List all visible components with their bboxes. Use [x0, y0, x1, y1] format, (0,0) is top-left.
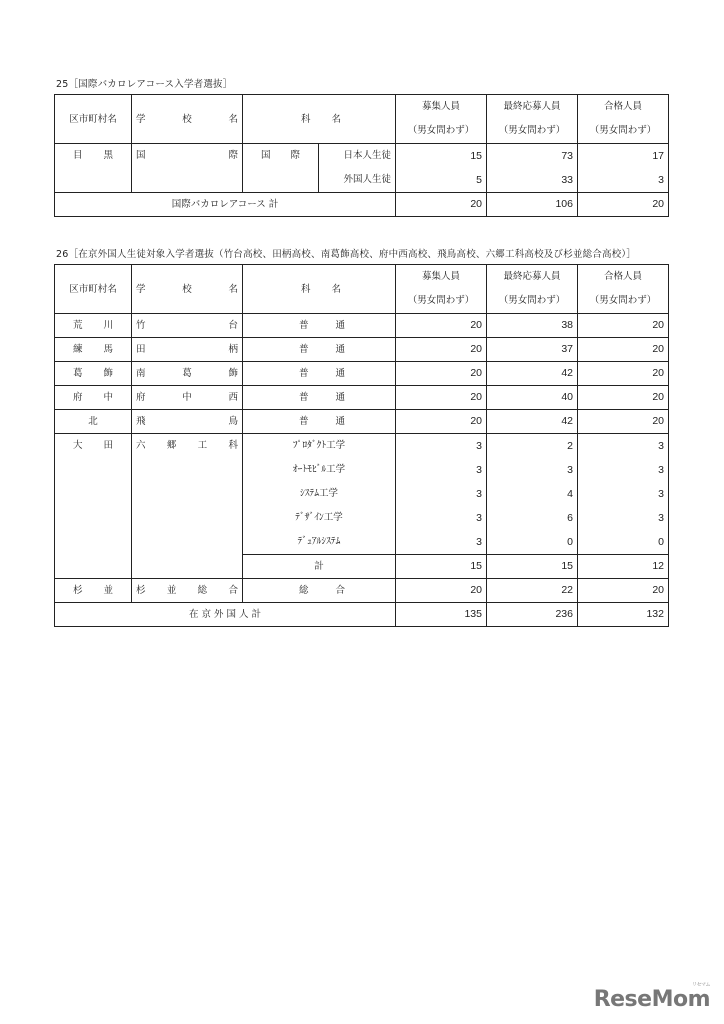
school-cell: 田 柄 [132, 338, 243, 362]
section-26-caption: 26［在京外国人生徒対象入学者選抜（竹台高校、田柄高校、南葛飾高校、府中西高校、飛鳥高校、六郷工科高校及び杉並総合高校）］ [56, 249, 637, 260]
resemom-logo: ReseMom リセマム [593, 982, 710, 1012]
school-cell: 飛 鳥 [132, 410, 243, 434]
course-cell: 普 通 [243, 386, 396, 410]
header-row [55, 95, 669, 144]
header-course: 科 名 [243, 95, 396, 144]
district-cell: 練 馬 [55, 338, 132, 362]
total-capacity: 135 [396, 603, 487, 627]
passed-cell: 20 [578, 410, 669, 434]
header-passed: 合格人員 （男女問わず） [578, 265, 669, 314]
capacity-cell: 20 [396, 579, 487, 603]
total-applicants: 236 [487, 603, 578, 627]
applicants-cell: 2 3 4 6 0 [487, 434, 578, 555]
subtotal-label: 計 [243, 555, 396, 579]
capacity-cell: 3 3 3 3 3 [396, 434, 487, 555]
course-cell: 普 通 [243, 338, 396, 362]
course-list-cell [243, 434, 396, 555]
course-cell: 普 通 [243, 362, 396, 386]
header-applicants: 最終応募人員 （男女問わず） [487, 265, 578, 314]
table-row [55, 338, 669, 362]
district-cell: 北 [55, 410, 132, 434]
passed-cell: 3 3 3 3 0 [578, 434, 669, 555]
capacity-cell: 20 [396, 386, 487, 410]
subtotal-passed: 12 [578, 555, 669, 579]
table-row-ota [55, 434, 669, 555]
total-label: 在 京 外 国 人 計 [55, 603, 396, 627]
course-item: ﾃﾞｻﾞｲﾝ工学 [295, 512, 343, 523]
subtotal-applicants: 15 [487, 555, 578, 579]
total-row [55, 193, 669, 217]
foreign-students-table [54, 264, 669, 627]
table-row [55, 314, 669, 338]
applicants-cell: 37 [487, 338, 578, 362]
total-applicants: 106 [487, 193, 578, 217]
passed-cell: 17 3 [578, 144, 669, 193]
capacity-cell: 20 [396, 314, 487, 338]
capacity-cell: 20 [396, 410, 487, 434]
table-row [55, 386, 669, 410]
header-applicants: 最終応募人員 （男女問わず） [487, 95, 578, 144]
passed-cell: 20 [578, 579, 669, 603]
header-capacity: 募集人員 （男女問わず） [396, 265, 487, 314]
applicants-cell: 38 [487, 314, 578, 338]
school-cell: 杉 並 総 合 [132, 579, 243, 603]
sub-course-cell: 日本人生徒 外国人生徒 [319, 144, 396, 193]
header-row [55, 265, 669, 314]
school-cell: 国 際 [132, 144, 243, 193]
applicants-cell: 42 [487, 410, 578, 434]
header-passed: 合格人員 （男女問わず） [578, 95, 669, 144]
course-item: ｼｽﾃﾑ工学 [299, 488, 338, 499]
school-cell: 府 中 西 [132, 386, 243, 410]
section-25-caption: 25［国際バカロレアコース入学者選抜］ [56, 79, 233, 90]
applicants-cell: 73 33 [487, 144, 578, 193]
table-row [55, 144, 669, 193]
total-capacity: 20 [396, 193, 487, 217]
capacity-cell: 15 5 [396, 144, 487, 193]
applicants-cell: 40 [487, 386, 578, 410]
district-cell: 荒 川 [55, 314, 132, 338]
passed-cell: 20 [578, 386, 669, 410]
ib-course-table [54, 94, 669, 217]
district-cell: 目 黒 [55, 144, 132, 193]
header-district: 区市町村名 [55, 95, 132, 144]
applicants-cell: 22 [487, 579, 578, 603]
total-row [55, 603, 669, 627]
school-cell: 竹 台 [132, 314, 243, 338]
total-label: 国際バカロレアコース 計 [55, 193, 396, 217]
school-cell: 南 葛 飾 [132, 362, 243, 386]
district-cell: 葛 飾 [55, 362, 132, 386]
passed-cell: 20 [578, 314, 669, 338]
total-passed: 20 [578, 193, 669, 217]
course-cell: 国 際 [243, 144, 319, 193]
course-item: ﾃﾞｭｱﾙｼｽﾃﾑ [297, 536, 341, 547]
header-school: 学 校 名 [132, 265, 243, 314]
applicants-cell: 42 [487, 362, 578, 386]
course-cell: 普 通 [243, 410, 396, 434]
course-item: ﾌﾟﾛﾀﾞｸﾄ工学 [292, 440, 346, 451]
subtotal-capacity: 15 [396, 555, 487, 579]
capacity-cell: 20 [396, 362, 487, 386]
course-item: ｵｰﾄﾓﾋﾞﾙ工学 [292, 464, 346, 475]
passed-cell: 20 [578, 338, 669, 362]
header-course: 科 名 [243, 265, 396, 314]
header-district: 区市町村名 [55, 265, 132, 314]
table-row [55, 362, 669, 386]
school-cell: 六 郷 工 科 [132, 434, 243, 579]
district-cell: 大 田 [55, 434, 132, 579]
capacity-cell: 20 [396, 338, 487, 362]
district-cell: 府 中 [55, 386, 132, 410]
table-row [55, 579, 669, 603]
course-cell: 普 通 [243, 314, 396, 338]
course-cell: 総 合 [243, 579, 396, 603]
header-school: 学 校 名 [132, 95, 243, 144]
total-passed: 132 [578, 603, 669, 627]
passed-cell: 20 [578, 362, 669, 386]
table-row [55, 410, 669, 434]
district-cell: 杉 並 [55, 579, 132, 603]
header-capacity: 募集人員 （男女問わず） [396, 95, 487, 144]
